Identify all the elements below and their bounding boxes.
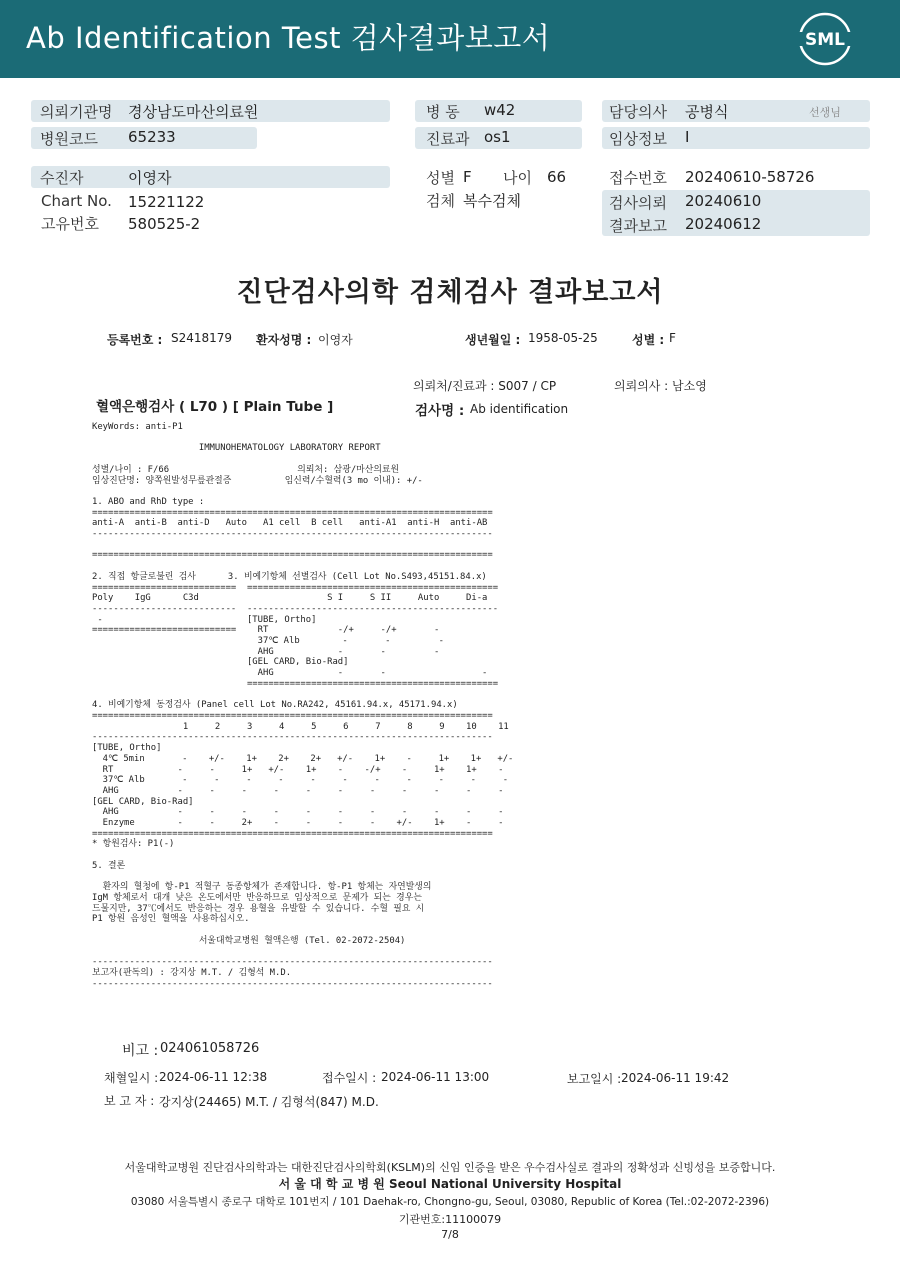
name-label: 환자성명 : xyxy=(256,333,312,347)
patient-value: 이영자 xyxy=(128,169,172,187)
logo-text: SML xyxy=(805,30,845,50)
patient-label: 수진자 xyxy=(40,169,84,187)
doctor-value: 공병식 xyxy=(685,103,729,121)
reg-value: S2418179 xyxy=(171,331,233,345)
ward-value: w42 xyxy=(484,101,516,119)
sex-label: 성별 xyxy=(426,169,455,187)
reported-value: 2024-06-11 19:42 xyxy=(621,1071,730,1085)
unique-label: 고유번호 xyxy=(41,215,99,233)
institution-box xyxy=(31,100,390,122)
patient-box xyxy=(31,166,390,188)
footer-hospital-name: 서 울 대 학 교 병 원 Seoul National University Hospital xyxy=(278,1177,622,1191)
clinical-value: I xyxy=(685,128,690,146)
request-label: 검사의뢰 xyxy=(609,194,667,212)
lab-report-text: KeyWords: anti-P1 IMMUNOHEMATOLOGY LABORATORY REPORT 성별/나이 : F/66 의뢰처: 삼광/마산의료원 임상진단명: 양쪽원발성무릎관절증 임신력/수혈력(3 mo 이내): +/- 1. ABO and RhD type : =========================================================================== anti-A anti-B anti-D Auto A1 cell B cell anti-A1 anti-H anti-AB --------------------------------------------------------------------------- =========================================================================== 2. 직접 항글로불린 검사 3. 비예기항체 선별검사 (Cell Lot No.S493,45151.84.x) =========================== =============================================== Poly IgG C3d S I S II Auto Di-a --------------------------- ----------------------------------------------- - [TUBE, Ortho] =========================== RT -/+ -/+ - 37℃ Alb - - - AHG - - - [GEL CARD, Bio-Rad] AHG - - - =============================================== 4. 비예기항체 동정검사 (Panel cell Lot No.RA242, 45161.94.x, 45171.94.x) =========================================================================== 1 2 3 4 5 6 7 8 9 10 11 --------------------------------------------------------------------------- [TUBE, Ortho] 4℃ 5min - +/- 1+ 2+ 2+ +/- 1+ - 1+ 1+ +/- RT - - 1+ +/- 1+ - -/+ - 1+ 1+ - 37℃ Alb - - - - - - - - - - - AHG - - - - - - - - - - - [GEL CARD, Bio-Rad] AHG - - - - - - - - - - - Enzyme - - 2+ - - - - +/- 1+ - - =========================================================================== * 항원검사: P1(-) 5. 결론 환자의 혈청에 항-P1 적혈구 동종항체가 존재합니다. 항-P1 항체는 자연발생의 IgM 항체로서 대개 낮은 온도에서만 반응하므로 임상적으로 문제가 되는 경우는 드물지만, 37℃에서도 반응하는 경우 용혈을 유발할 수 있습니다. 수혈 필요 시 P1 항원 음성인 혈액을 사용하십시오. 서울대학교병원 혈액은행 (Tel. 02-2072-2504) --------------------------------------------------------------------------- 보고자(판독의) : 강지상 M.T. / 김형석 M.D. --------------------------------------------------------------------------- xyxy=(92,422,514,989)
header-banner xyxy=(0,0,900,78)
receipt-value: 20240610-58726 xyxy=(685,168,815,186)
report-label: 결과보고 xyxy=(609,217,667,235)
institution-label: 의뢰기관명 xyxy=(40,103,113,121)
specimen-label: 검체 xyxy=(426,192,455,210)
age-value: 66 xyxy=(547,168,567,186)
unique-value: 580525-2 xyxy=(128,215,201,233)
request-value: 20240610 xyxy=(685,192,762,210)
doctor-box xyxy=(602,100,870,122)
dept-label: 진료과 xyxy=(426,130,470,148)
hospital-code-value: 65233 xyxy=(128,128,176,146)
collect-value: 2024-06-11 12:38 xyxy=(159,1070,268,1084)
exam-value: Ab identification xyxy=(470,402,569,416)
sml-logo-icon xyxy=(796,12,854,66)
dept-value: os1 xyxy=(484,128,511,146)
specimen-value: 복수검체 xyxy=(463,192,521,210)
reporter-value: 강지상(24465) M.T. / 김형석(847) M.D. xyxy=(159,1095,379,1109)
report-sex-label: 성별 : xyxy=(632,333,665,347)
hospital-code-label: 병원코드 xyxy=(40,130,98,148)
receive-value: 2024-06-11 13:00 xyxy=(381,1070,490,1084)
page-number: 7/8 xyxy=(441,1228,459,1241)
request-report-box xyxy=(602,190,870,236)
footer-institution-number: 기관번호:11100079 xyxy=(398,1213,502,1226)
receipt-label: 접수번호 xyxy=(609,169,667,187)
reporter-label: 보 고 자 : xyxy=(104,1094,155,1108)
doctor-label: 담당의사 xyxy=(609,103,667,121)
dept-line: 의뢰처/진료과 : S007 / CP xyxy=(413,379,557,393)
remark-label: 비고 : xyxy=(122,1043,159,1059)
doctor-line: 의뢰의사 : 남소영 xyxy=(614,379,707,393)
page-title: Ab Identification Test 검사결과보고서 xyxy=(26,21,551,55)
dob-label: 생년월일 : xyxy=(465,333,521,347)
name-value: 이영자 xyxy=(318,333,353,347)
clinical-label: 임상정보 xyxy=(609,130,667,148)
hospital-code-box xyxy=(31,127,257,149)
report-title: 진단검사의학 검체검사 결과보고서 xyxy=(236,277,664,308)
footer-address: 03080 서울특별시 종로구 대학로 101번지 / 101 Daehak-ro, Chongno-gu, Seoul, 03080, Republic of Korea (Tel.:02-2072-2396) xyxy=(130,1196,770,1208)
dept-box xyxy=(415,127,582,149)
receive-label: 접수일시 : xyxy=(322,1071,377,1085)
collect-label: 채혈일시 : xyxy=(104,1071,159,1085)
footer-certification: 서울대학교병원 진단검사의학과는 대한진단검사의학회(KSLM)의 신임 인증을 받은 우수검사실로 결과의 정확성과 신빙성을 보증합니다. xyxy=(124,1161,776,1174)
remark-value: 024061058726 xyxy=(160,1041,260,1056)
doctor-suffix: 선생님 xyxy=(809,106,841,119)
test-name: 혈액은행검사 ( L70 ) [ Plain Tube ] xyxy=(96,399,334,415)
institution-value: 경상남도마산의료원 xyxy=(128,103,259,121)
ward-label: 병 동 xyxy=(426,103,460,121)
chart-label: Chart No. xyxy=(41,192,112,210)
dob-value: 1958-05-25 xyxy=(528,331,598,345)
report-sex-value: F xyxy=(669,331,676,345)
chart-value: 15221122 xyxy=(128,193,205,211)
reg-label: 등록번호 : xyxy=(107,333,163,347)
reported-label: 보고일시 : xyxy=(567,1072,622,1086)
exam-label: 검사명 : xyxy=(415,403,465,419)
sex-value: F xyxy=(463,168,472,186)
clinical-box xyxy=(602,127,870,149)
age-label: 나이 xyxy=(503,169,532,187)
report-value: 20240612 xyxy=(685,215,762,233)
ward-box xyxy=(415,100,582,122)
